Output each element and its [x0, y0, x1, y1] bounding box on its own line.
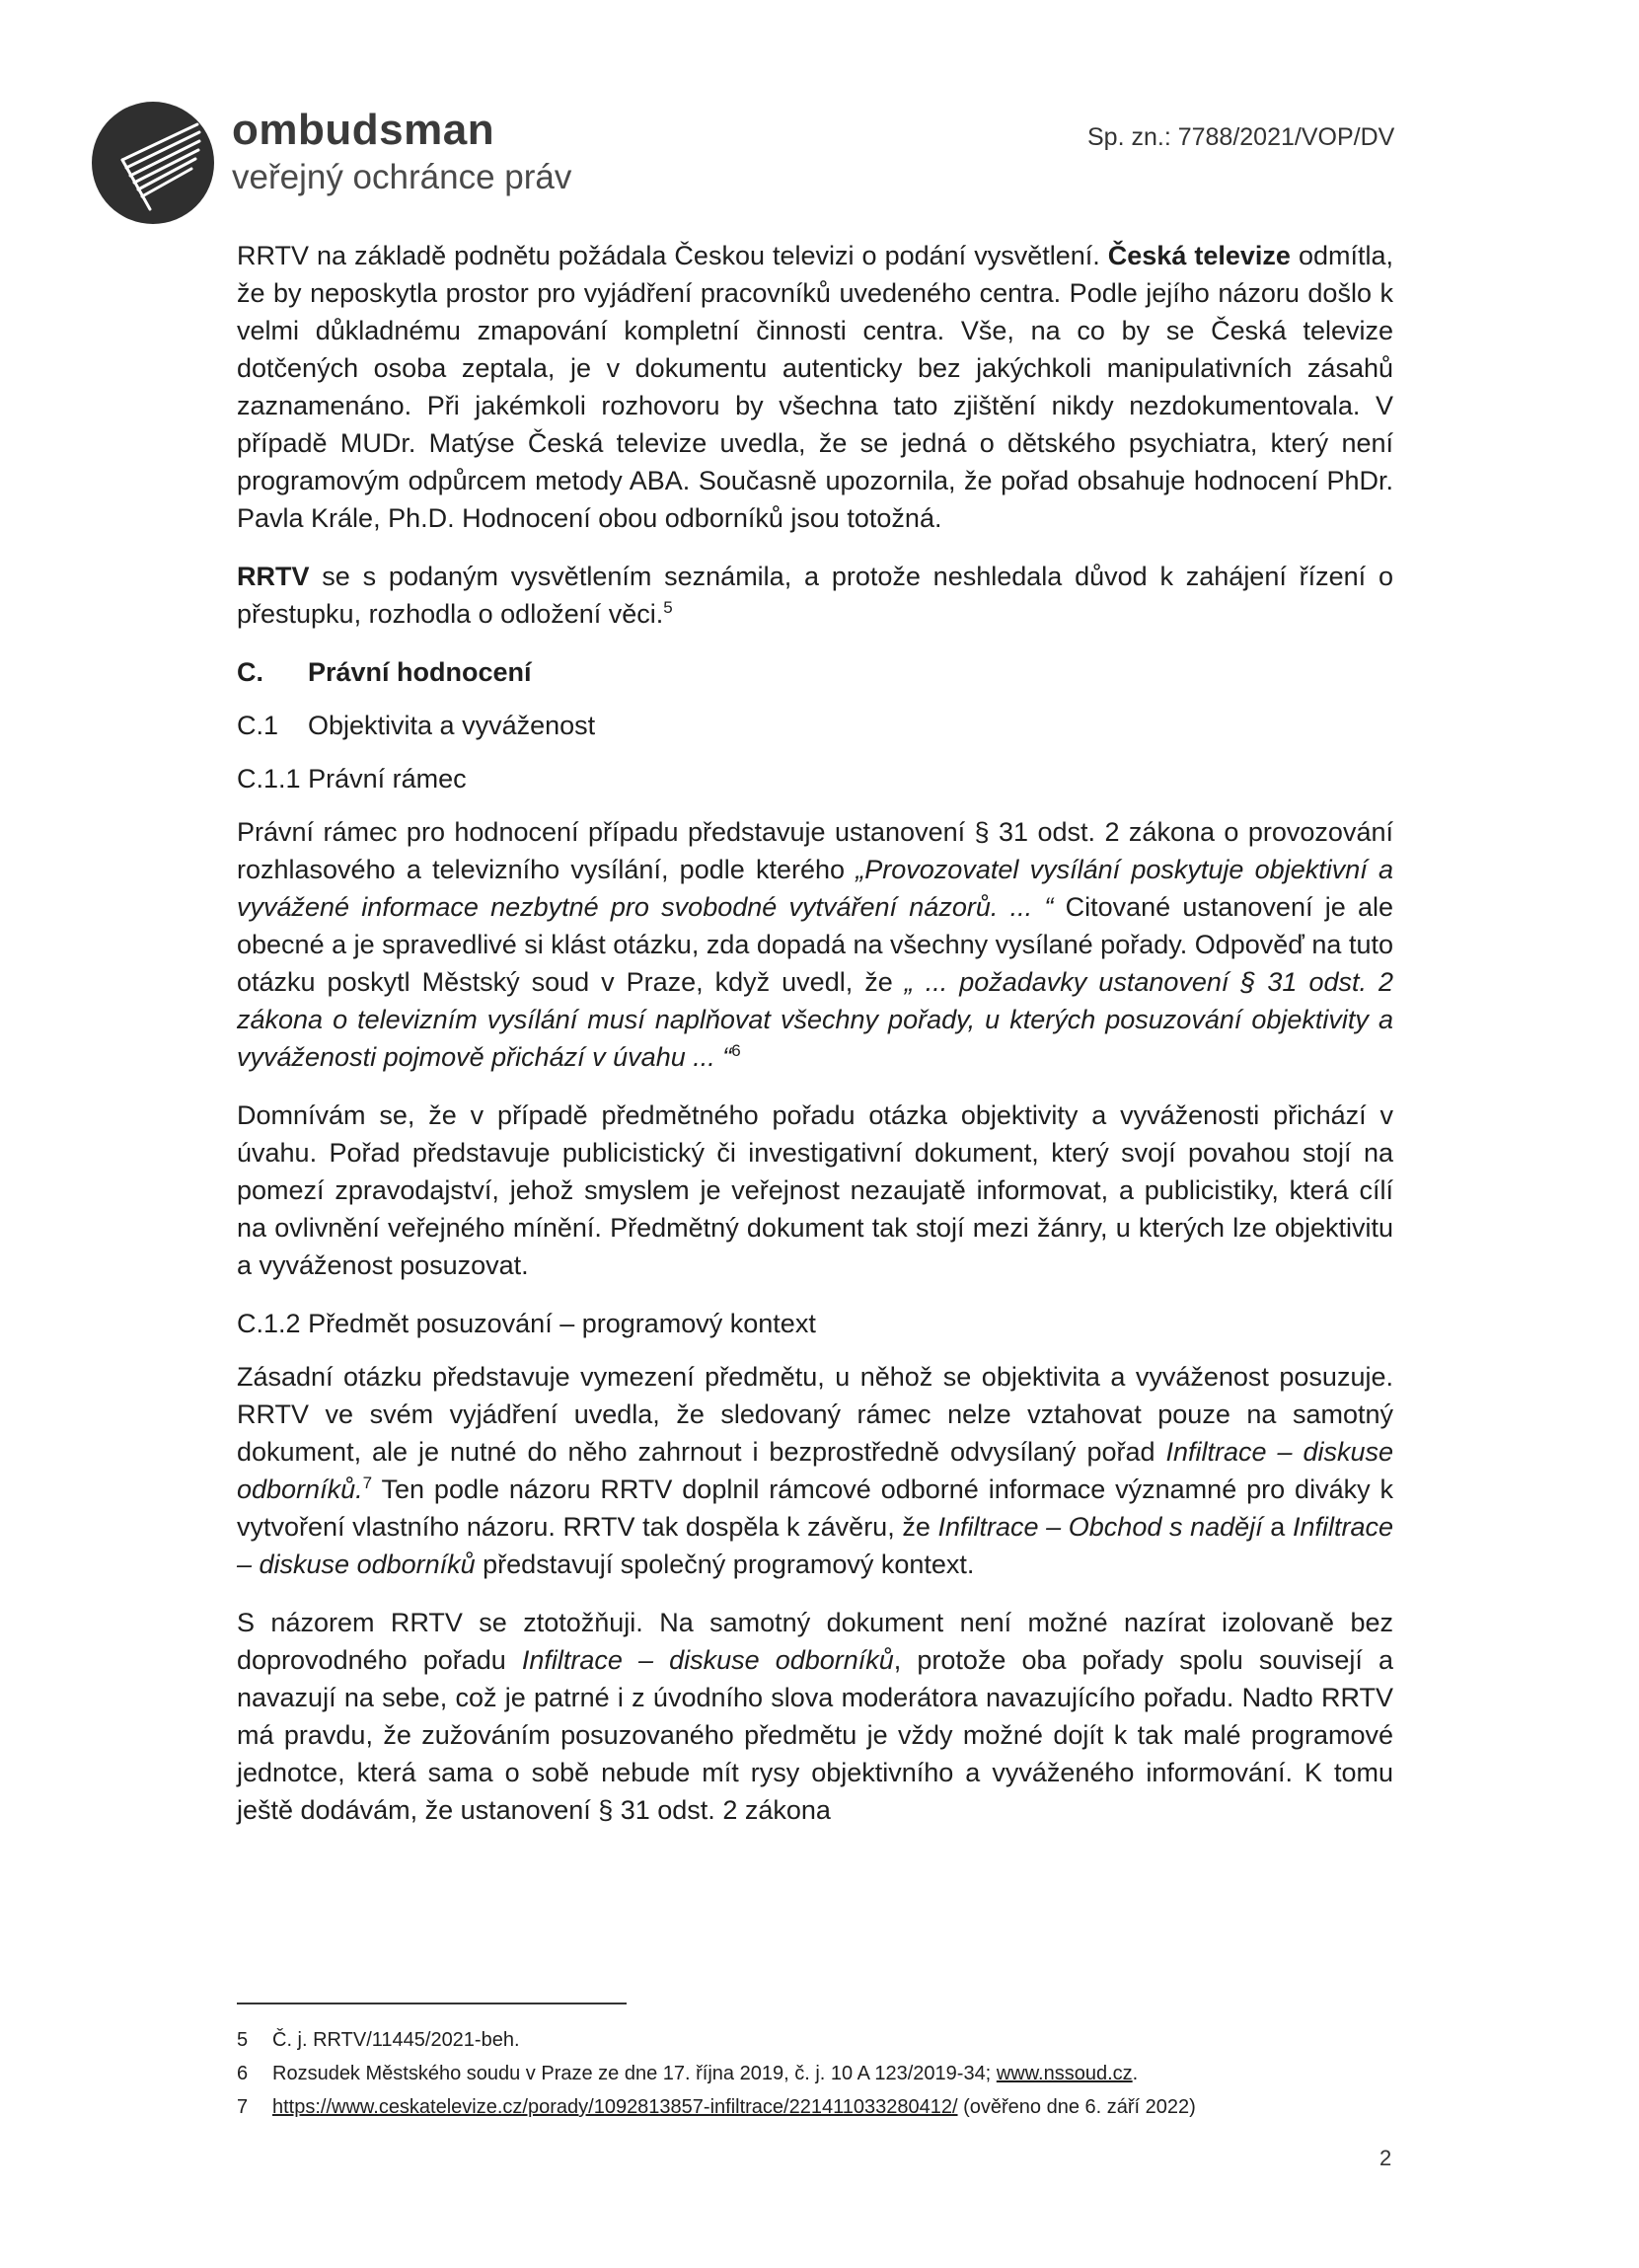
- footnote-6-link[interactable]: www.nssoud.cz: [996, 2063, 1133, 2084]
- heading-c1: C.1 Objektivita a vyváženost: [237, 711, 596, 740]
- document-body: [237, 237, 1393, 1850]
- footnote-6: 6 Rozsudek Městského soudu v Praze ze dne 17. října 2019, č. j. 10 A 123/2019-34; www.nssoud.cz.: [237, 2063, 1139, 2084]
- footnote-ref-7: 7: [362, 1474, 373, 1492]
- heading-c12: C.1.2 Předmět posuzování – programový kontext: [237, 1309, 816, 1338]
- footnote-ref-5: 5: [663, 598, 673, 617]
- footnote-5: 5 Č. j. RRTV/11445/2021-beh.: [237, 2029, 520, 2051]
- footnote-7-link[interactable]: https://www.ceskatelevize.cz/porady/1092813857-infiltrace/221411033280412/: [272, 2096, 958, 2118]
- brand: [232, 107, 571, 199]
- heading-c11: C.1.1 Právní rámec: [237, 764, 467, 794]
- reference-number: Sp. zn.: 7788/2021/VOP/DV: [1087, 123, 1395, 151]
- paragraph-1: RRTV na základě podnětu požádala Českou televizi o podání vysvětlení. Česká televize odmítla, že by neposkytla prostor pro vyjádření pracovníků uvedeného centra. Podle jejího názoru došlo k velmi důkladnému zmapování kompletní činnosti centra. Vše, na co by se Česká televize dotčených osoba zeptala, je v dokumentu autenticky bez jakýchkoli manipulativních zásahů zaznamenáno. Při jakémkoli rozhovoru by všechna tato zjištění nikdy nezdokumentovala. V případě MUDr. Matýse Česká televize uvedla, že se jedná o dětského psychiatra, který není programovým odpůrcem metody ABA. Současně upozornila, že pořad obsahuje hodnocení PhDr. Pavla Krále, Ph.D. Hodnocení obou odborníků jsou totožná.: [237, 241, 1394, 533]
- heading-c: C. Právní hodnocení: [237, 657, 532, 687]
- paragraph-2: RRTV se s podaným vysvětlením seznámila, a protože neshledala důvod k zahájení řízení o přestupku, rozhodla o odložení věci.$^5$: [237, 562, 1393, 629]
- footnote-7: 7 https://www.ceskatelevize.cz/porady/1092813857-infiltrace/221411033280412/ (ověřeno dne 6. září 2022): [237, 2096, 1196, 2118]
- ombudsman-logo-icon: [89, 99, 217, 227]
- paragraph-3: Právní rámec pro hodnocení případu představuje ustanovení § 31 odst. 2 zákona o provozování rozhlasového a televizního vysílání, podle kterého „Provozovatel vysílání poskytuje objektivní a vyvážené informace nezbytné pro svobodné vytváření názorů. ... “ Citované ustanovení je ale obecné a je spravedlivé si klást otázku, zda dopadá na všechny vysílané pořady. Odpověď na tuto otázku poskytl Městský soud v Praze, když uvedl, že „ ... požadavky ustanovení § 31 odst. 2 zákona o televizním vysílání musí naplňovat všechny pořady, u kterých posuzování objektivity a vyváženosti pojmově přichází v úvahu ... “$^6$: [237, 817, 1393, 1072]
- footnote-ref-6: 6: [731, 1041, 741, 1060]
- brand-name: ombudsman: [232, 106, 495, 154]
- paragraph-5: Zásadní otázku představuje vymezení předmětu, u něhož se objektivita a vyváženost posuzuje. RRTV ve svém vyjádření uvedla, že sledovaný rámec nelze vztahovat pouze na samotný dokument, ale je nutné do něho zahrnout i bezprostředně odvysílaný pořad Infiltrace – diskuse odborníků.$^7$ Ten podle názoru RRTV doplnil rámcové odborné informace významné pro diváky k vytvoření vlastního názoru. RRTV tak dospěla k závěru, že Infiltrace – Obchod s nadějí a Infiltrace – diskuse odborníků představují společný programový kontext.: [237, 1362, 1393, 1579]
- footnote-separator: [237, 2003, 627, 2004]
- paragraph-6: S názorem RRTV se ztotožňuji. Na samotný dokument není možné nazírat izolovaně bez doprovodného pořadu Infiltrace – diskuse odborníků, protože oba pořady spolu souvisejí a navazují na sebe, což je patrné i z úvodního slova moderátora navazujícího pořadu. Nadto RRTV má pravdu, že zužováním posuzovaného předmětu je vždy možné dojít k tak malé programové jednotce, která sama o sobě nebude mít rysy objektivního a vyváženého informování. K tomu ještě dodávám, že ustanovení § 31 odst. 2 zákona: [237, 1608, 1394, 1825]
- footnotes: [237, 2023, 1421, 2124]
- brand-subtitle: veřejný ochránce práv: [232, 158, 572, 196]
- page-number: 2: [1379, 2146, 1392, 2170]
- paragraph-4: Domnívám se, že v případě předmětného pořadu otázka objektivity a vyváženosti přichází v úvahu. Pořad představuje publicistický či investigativní dokument, který svojí povahou stojí na pomezí zpravodajství, jehož smyslem je veřejnost nezaujatě informovat, a publicistiky, která cílí na ovlivnění veřejného mínění. Předmětný dokument tak stojí mezi žánry, u kterých lze objektivitu a vyváženost posuzovat.: [237, 1100, 1393, 1280]
